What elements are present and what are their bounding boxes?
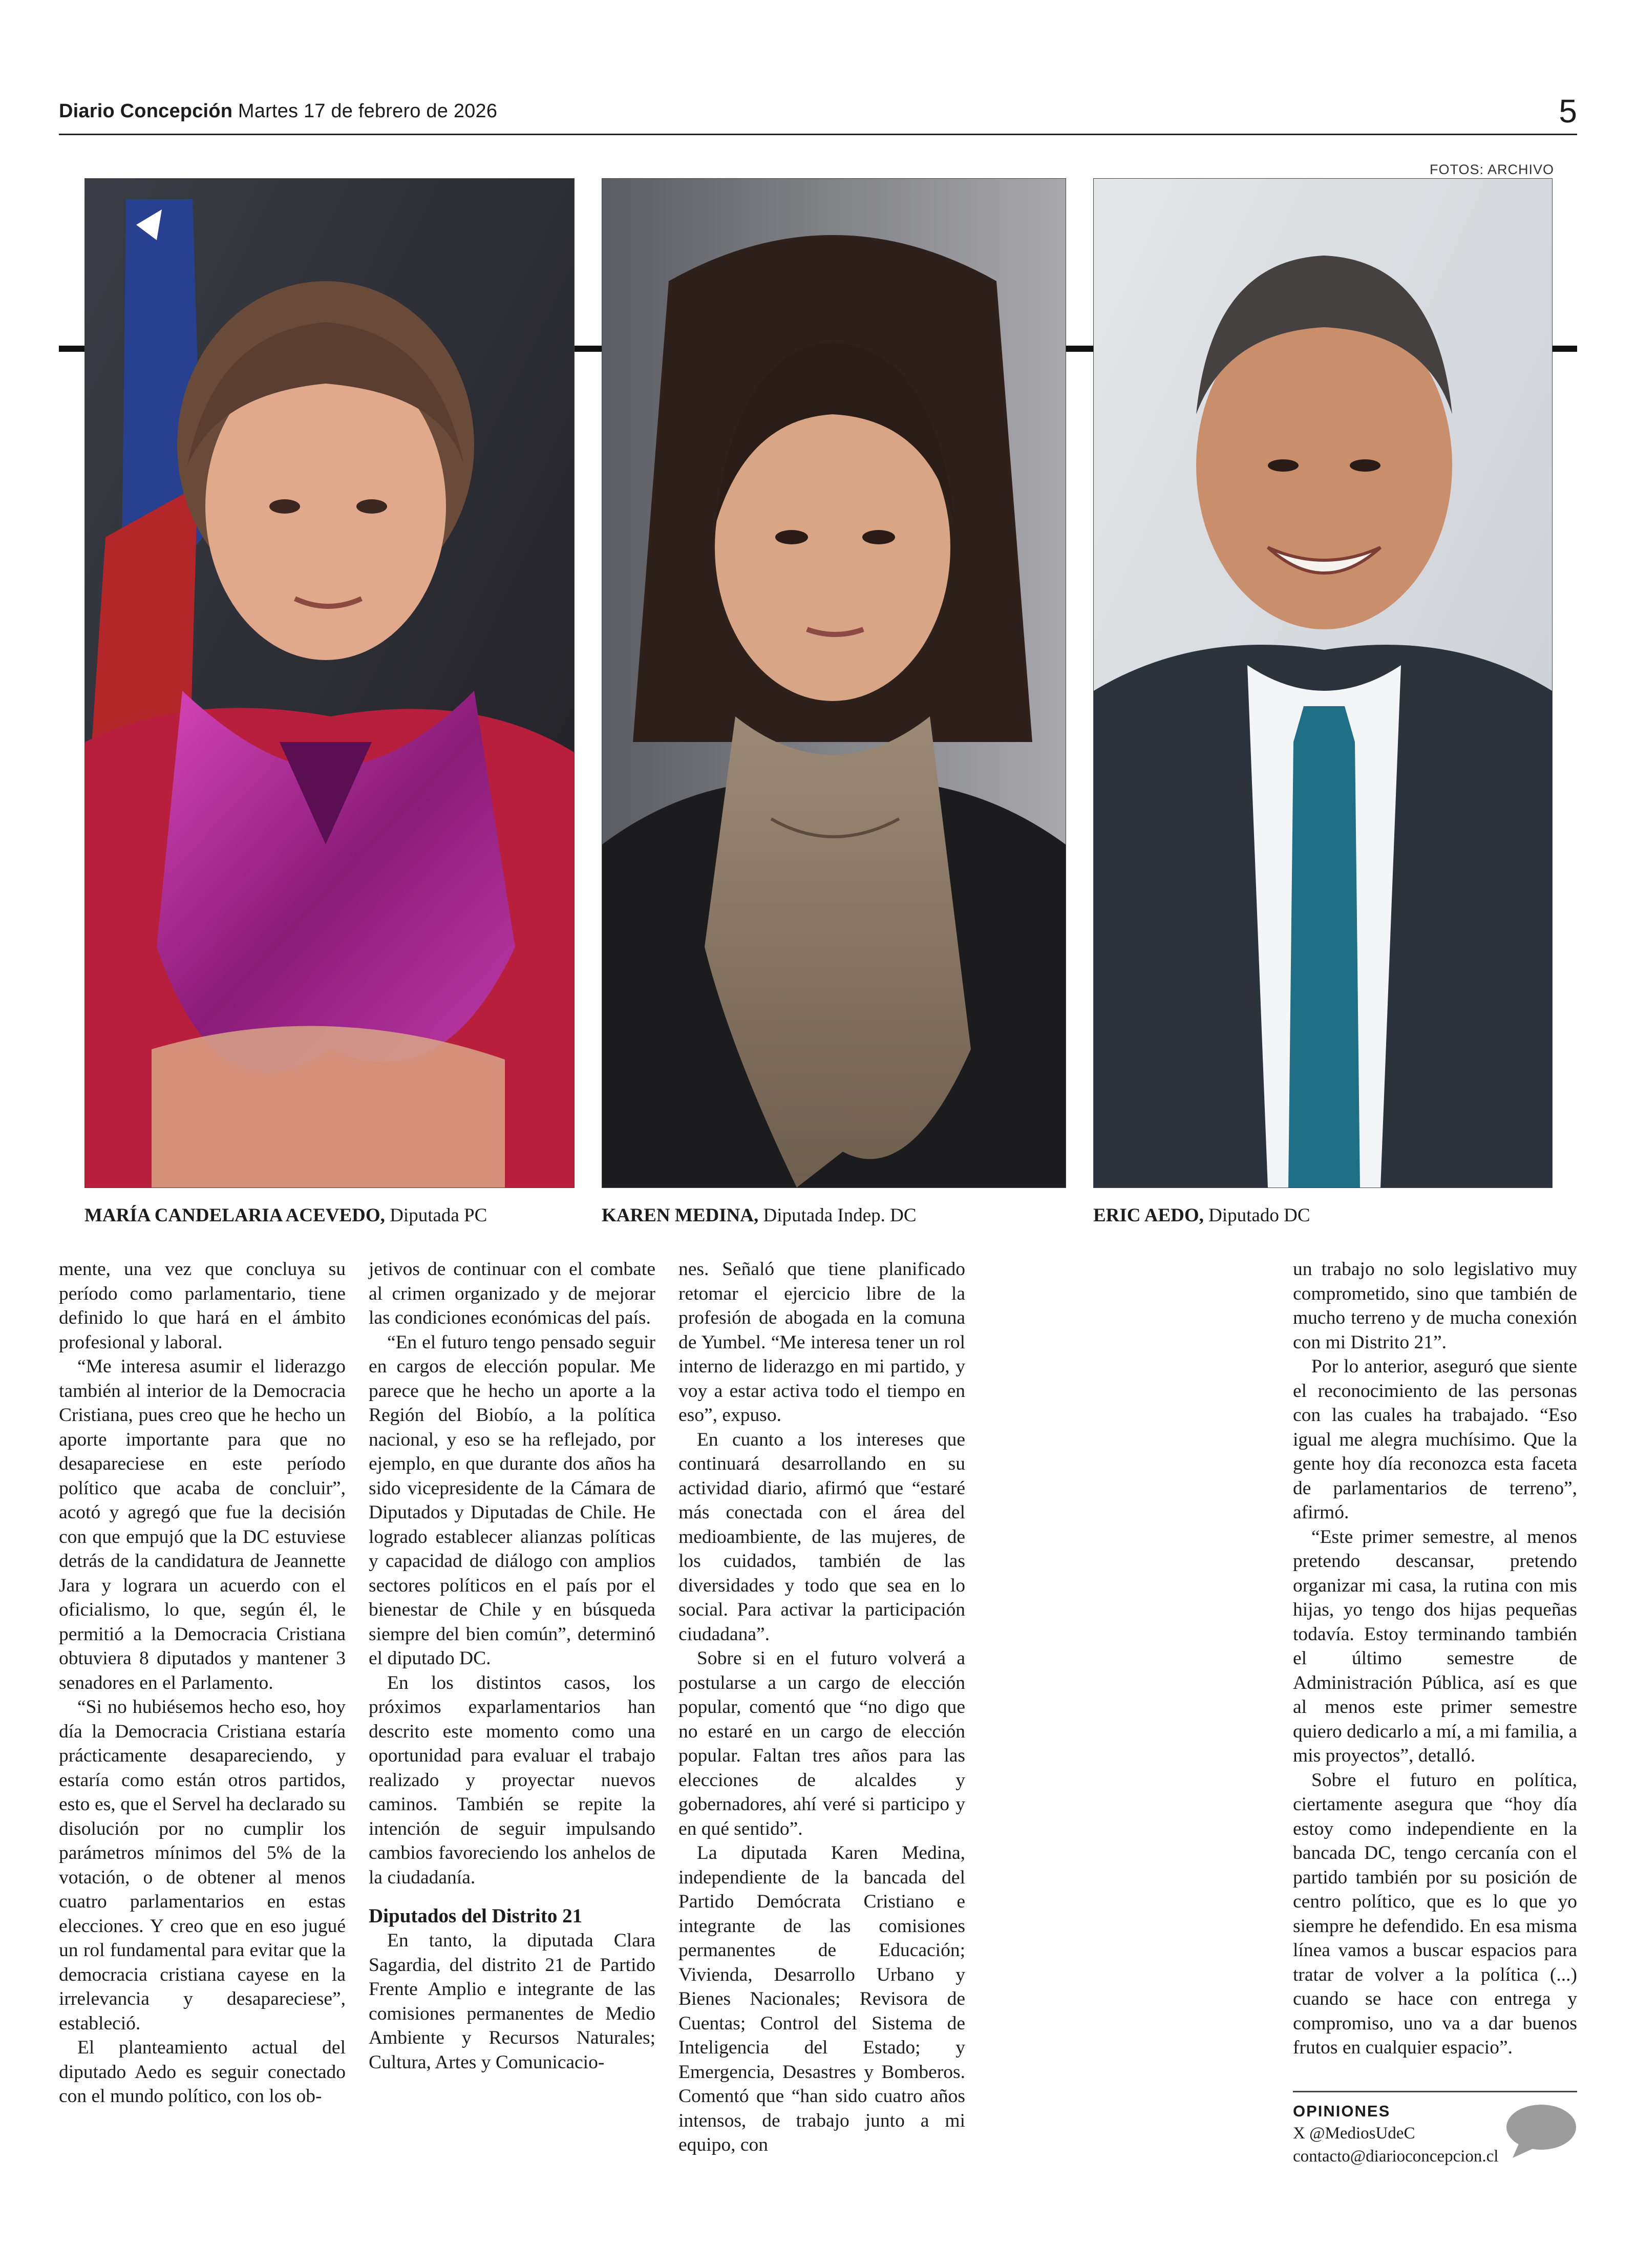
photo-medina bbox=[602, 178, 1066, 1188]
caption-name: MARÍA CANDELARIA ACEVEDO, bbox=[84, 1205, 385, 1226]
section-bar bbox=[573, 346, 602, 352]
caption-name: KAREN MEDINA, bbox=[602, 1205, 759, 1226]
masthead bbox=[59, 100, 497, 122]
paragraph: Sobre si en el futuro volverá a postularse a un cargo de elección popular, comentó que “no digo que no estaré en un cargo de elección popular. Faltan tres años para las elecciones de alcaldes y gobernadores, ahí veré si participo y en qué sentido”. bbox=[678, 1648, 965, 1839]
section-bar bbox=[1552, 346, 1577, 352]
paragraph: En tanto, la diputada Clara Sagardia, del distrito 21 de Partido Frente Amplio e integrante de las comisiones permanentes de Medio Ambiente y Recursos Naturales; Cultura, Artes y Comunicacio- bbox=[369, 1930, 655, 2073]
caption-role: Diputada PC bbox=[385, 1205, 487, 1226]
caption-name: ERIC AEDO, bbox=[1093, 1205, 1204, 1226]
subheading: Diputados del Distrito 21 bbox=[369, 1905, 583, 1927]
opinions-title: OPINIONES bbox=[1293, 2102, 1391, 2120]
photo-acevedo bbox=[84, 178, 575, 1188]
caption-aedo bbox=[1093, 1204, 1310, 1226]
paper-name: Diario Concepción bbox=[59, 100, 233, 122]
article-column-1 bbox=[59, 1257, 346, 2109]
caption-role: Diputada Indep. DC bbox=[758, 1205, 917, 1226]
paragraph: nes. Señaló que tiene planificado retomar el ejercicio libre de la profesión de abogada en la comuna de Yumbel. “Me interesa tener un rol interno de liderazgo en mi partido, y voy a estar activa todo el tiempo en eso”, expuso. bbox=[678, 1259, 965, 1426]
section-bar bbox=[1065, 346, 1093, 352]
caption-medina bbox=[602, 1204, 917, 1226]
photo-credit: FOTOS: ARCHIVO bbox=[1429, 162, 1554, 177]
photo-aedo bbox=[1093, 178, 1553, 1188]
paragraph: “Si no hubiésemos hecho eso, hoy día la Democracia Cristiana estaría prácticamente desapareciendo, y estaría como están otros partidos, esto es, que el Servel ha declarado su disolución por no cumplir los parámetros mínimos del 5% de la votación, o de obtener al menos cuatro parlamentarios en estas elecciones. Y creo que en eso jugué un rol fundamental para evitar que la democracia cristiana cayese en la irrelevancia y desapareciese”, estableció. bbox=[59, 1697, 346, 2034]
article-column-3 bbox=[678, 1257, 965, 2157]
article-column-4 bbox=[1293, 1257, 1577, 2060]
paragraph: En los distintos casos, los próximos exparlamentarios han descrito este momento como una oportunidad para evaluar el trabajo realizado y proyectar nuevos caminos. También se repite la intención de seguir impulsando cambios favoreciendo los anhelos de la ciudadanía. bbox=[369, 1672, 655, 1888]
paragraph: El planteamiento actual del diputado Aedo es seguir conectado con el mundo político, con los ob- bbox=[59, 2037, 346, 2107]
paragraph: un trabajo no solo legislativo muy comprometido, sino que también de mucho terreno y de mucha conexión con mi Distrito 21”. bbox=[1293, 1259, 1577, 1353]
caption-acevedo bbox=[84, 1204, 487, 1226]
paragraph: “Este primer semestre, al menos pretendo descansar, pretendo organizar mi casa, la rutina con mis hijas, yo tengo dos hijas pequeñas todavía. Estoy terminando también el último semestre de Administración Pública, así es que al menos este primer semestre quiero dedicarlo a mí, a mi familia, a mis proyectos”, detalló. bbox=[1293, 1526, 1577, 1766]
opinions-rule bbox=[1293, 2091, 1577, 2092]
opinions-twitter[interactable]: X @MediosUdeC bbox=[1293, 2124, 1415, 2143]
paragraph: La diputada Karen Medina, independiente de la bancada del Partido Demócrata Cristiano e integrante de las comisiones permanentes de Educación; Vivienda, Desarrollo Urbano y Bienes Nacionales; Revisora de Cuentas; Control del Sistema de Inteligencia del Estado; y Emergencia, Desastres y Bomberos. Comentó que “han sido cuatro años intensos, de trabajo junto a mi equipo, con bbox=[678, 1842, 965, 2155]
article-column-2 bbox=[369, 1257, 655, 2074]
paragraph: “Me interesa asumir el liderazgo también al interior de la Democracia Cristiana, pues creo que he hecho un aporte importante para que no desapareciese en este período político que acaba de concluir”, acotó y agregó que fue la decisión con que empujó que la DC estuviese detrás de la candidatura de Jeannette Jara y lograra un acuerdo con el oficialismo, lo que, según él, le permitió a la Democracia Cristiana obtuviera 8 diputados y mantener 3 senadores en el Parlamento. bbox=[59, 1356, 346, 1693]
opinions-email[interactable]: contacto@diarioconcepcion.cl bbox=[1293, 2147, 1499, 2166]
paragraph: mente, una vez que concluya su período como parlamentario, tiene definido lo que hará en el ámbito profesional y laboral. bbox=[59, 1259, 346, 1353]
paragraph: Sobre el futuro en política, ciertamente asegura que “hoy día estoy como independiente en la bancada DC, tengo cercanía con el partido también por su posición de centro político, que es lo que yo siempre he defendido. En esa misma línea vamos a buscar espacios para tratar de volver a la política (...) cuando se hace con entrega y compromiso, uno va a dar buenos frutos en cualquier espacio”. bbox=[1293, 1769, 1577, 2058]
issue-date: Martes 17 de febrero de 2026 bbox=[238, 100, 498, 122]
caption-role: Diputado DC bbox=[1203, 1205, 1310, 1226]
page-number: 5 bbox=[1559, 93, 1577, 130]
header-rule bbox=[59, 134, 1577, 135]
paragraph: En cuanto a los intereses que continuará desarrollando en su actividad diario, afirmó que “estaré más conectada con el área del medioambiente, de las mujeres, de los cuidados, también de las diversidades y todo que sea en lo social. Para activar la participación ciudadana”. bbox=[678, 1429, 965, 1645]
paragraph: “En el futuro tengo pensado seguir en cargos de elección popular. Me parece que he hecho un aporte a la Región del Biobío, a la política nacional, y eso se ha reflejado, por ejemplo, en que durante dos años ha sido vicepresidente de la Cámara de Diputados y Diputadas de Chile. He logrado establecer alianzas políticas y capacidad de diálogo con amplios sectores políticos en el país por el bienestar de Chile y en búsqueda siempre del bien común”, determinó el diputado DC. bbox=[369, 1331, 655, 1669]
speech-bubble-icon bbox=[1505, 2104, 1577, 2163]
section-bar bbox=[59, 346, 84, 352]
paragraph: jetivos de continuar con el combate al crimen organizado y de mejorar las condiciones económicas del país. bbox=[369, 1259, 655, 1328]
paragraph: Por lo anterior, aseguró que siente el reconocimiento de las personas con las cuales ha trabajado. “Eso igual me alegra muchísimo. Que la gente hoy día reconozca esta faceta de parlamentarios de terreno”, afirmó. bbox=[1293, 1356, 1577, 1523]
